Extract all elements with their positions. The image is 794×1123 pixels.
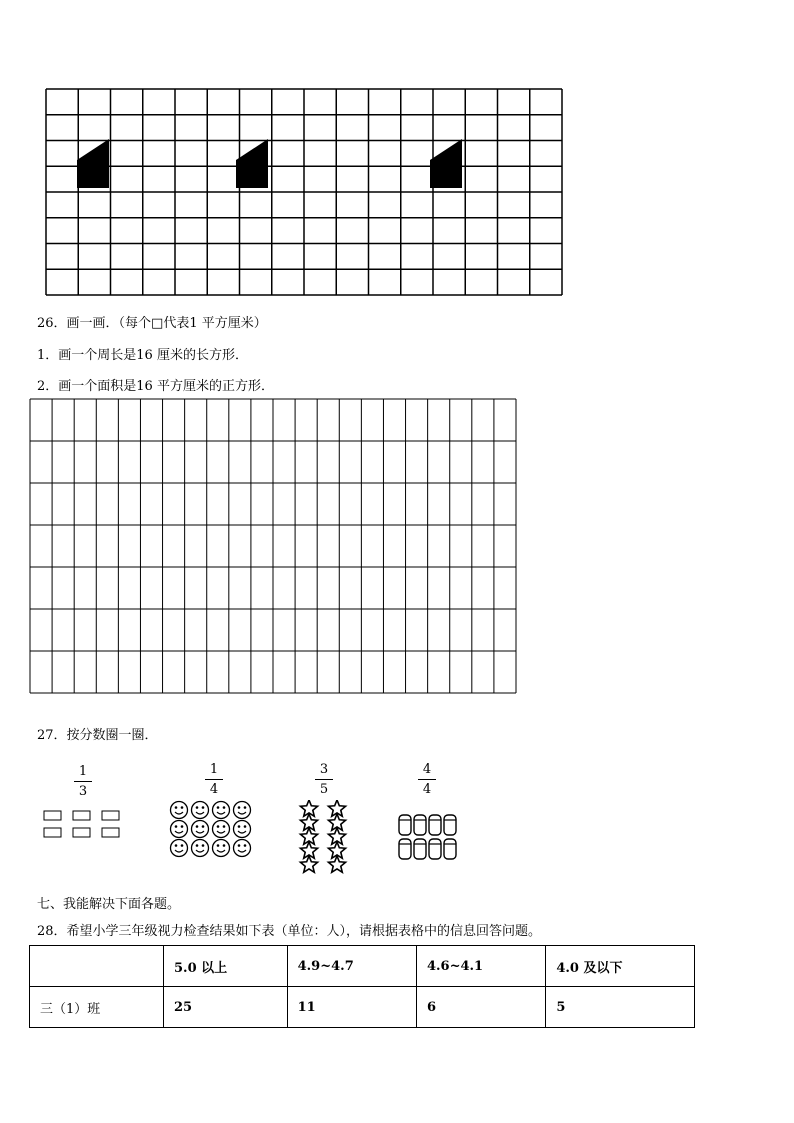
trapezoid-shape-3 [430, 139, 462, 188]
vision-results-table [29, 945, 695, 1028]
cylinder-icon [444, 815, 456, 835]
trapezoid-shape-1 [77, 139, 109, 188]
smiley-face-icon [234, 840, 251, 857]
table-header-cell: 4.6~4.1 [416, 946, 545, 987]
table-header-cell: 4.9~4.7 [287, 946, 416, 987]
smiley-face-icon [192, 802, 209, 819]
cylinder-icon [414, 839, 426, 859]
smiley-face-icon [192, 840, 209, 857]
section-7-heading: 七、我能解决下面各题。 [37, 897, 181, 912]
smiley-face-icon [234, 802, 251, 819]
question-26-heading: 26．画一画．（每个□代表1 平方厘米） [37, 316, 267, 331]
cylinder-group [397, 813, 461, 863]
table-header-cell: 5.0 以上 [164, 946, 288, 987]
cylinder-icon [444, 839, 456, 859]
smiley-face-icon [213, 840, 230, 857]
table-cell: 11 [287, 987, 416, 1028]
cylinder-icon [429, 839, 441, 859]
drawing-grid [29, 398, 517, 694]
smiley-face-icon [213, 802, 230, 819]
smiley-face-icon [192, 821, 209, 838]
fraction-1-4 [199, 762, 229, 797]
fraction-3-5 [309, 762, 339, 797]
rectangle-group [42, 808, 124, 842]
denominator: 4 [209, 782, 219, 797]
table-cell: 6 [416, 987, 545, 1028]
rectangle-icon [102, 811, 119, 820]
table-cell: 5 [546, 987, 695, 1028]
trapezoid-shape-2 [236, 139, 268, 188]
fraction-1-3 [68, 764, 98, 799]
denominator: 5 [319, 782, 329, 797]
smiley-face-icon [171, 840, 188, 857]
question-26-item-2: 2．画一个面积是16 平方厘米的正方形． [37, 379, 274, 394]
fraction-4-4 [412, 762, 442, 797]
cylinder-icon [399, 839, 411, 859]
table-cell: 25 [164, 987, 288, 1028]
rectangle-icon [73, 811, 90, 820]
table-row [30, 987, 695, 1028]
question-26-item-1: 1．画一个周长是16 厘米的长方形． [37, 348, 248, 363]
smiley-face-icon [171, 821, 188, 838]
smiley-face-icon [234, 821, 251, 838]
numerator: 4 [422, 762, 432, 777]
shape-grid [45, 88, 565, 296]
question-27-heading: 27．按分数圈一圈． [37, 728, 158, 743]
table-header-row [30, 946, 695, 987]
smiley-group [168, 800, 254, 860]
numerator: 1 [78, 764, 88, 779]
table-cell-class-name: 三（1）班 [30, 987, 164, 1028]
cylinder-icon [429, 815, 441, 835]
numerator: 1 [209, 762, 219, 777]
cylinder-icon [399, 815, 411, 835]
smiley-face-icon [213, 821, 230, 838]
table-header-cell [30, 946, 164, 987]
rectangle-icon [44, 828, 61, 837]
star-group [296, 800, 352, 874]
denominator: 4 [422, 782, 432, 797]
question-28-heading: 28．希望小学三年级视力检查结果如下表（单位：人），请根据表格中的信息回答问题。 [37, 924, 542, 939]
smiley-face-icon [171, 802, 188, 819]
denominator: 3 [78, 784, 88, 799]
rectangle-icon [102, 828, 119, 837]
rectangle-icon [44, 811, 61, 820]
table-header-cell: 4.0 及以下 [546, 946, 695, 987]
rectangle-icon [73, 828, 90, 837]
numerator: 3 [319, 762, 329, 777]
cylinder-icon [414, 815, 426, 835]
